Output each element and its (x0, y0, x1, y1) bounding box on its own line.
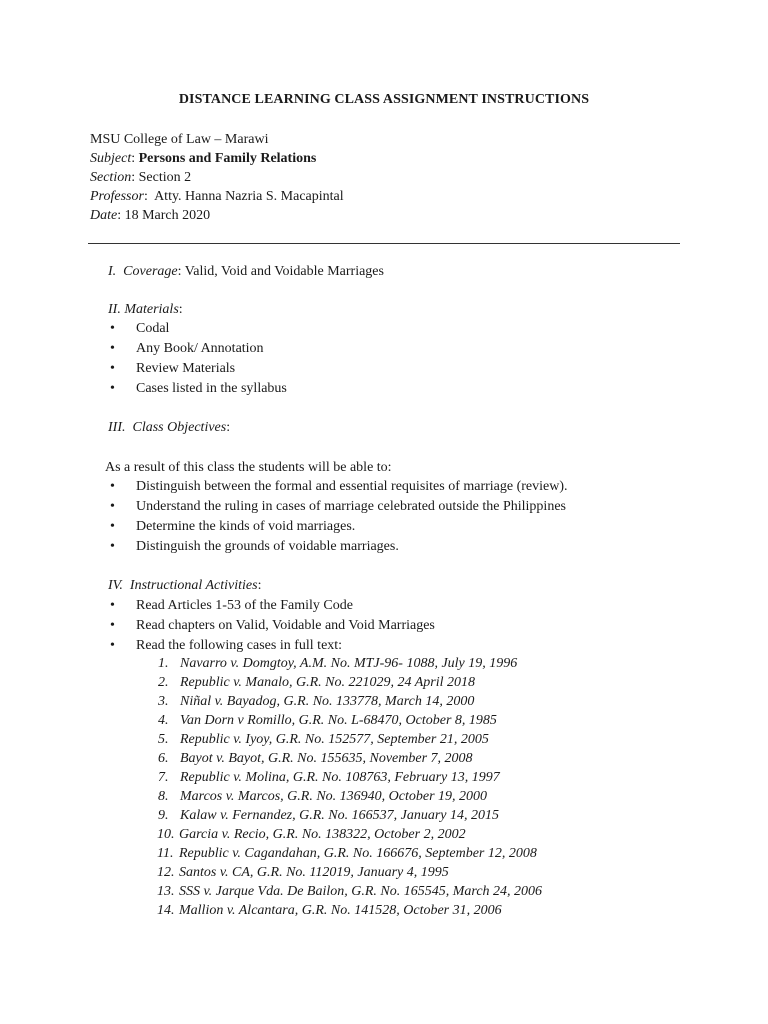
case-citation: Niñal v. Bayadog, G.R. No. 133778, March 14, 2000 (180, 694, 475, 709)
list-item (110, 361, 235, 377)
date-label: Date (90, 208, 118, 223)
case-number: 13. (157, 884, 175, 899)
case-number: 12. (157, 865, 175, 880)
case-number: 6. (158, 751, 169, 766)
bullet-icon (110, 539, 136, 555)
case-item (157, 865, 449, 881)
document-title: DISTANCE LEARNING CLASS ASSIGNMENT INSTRUCTIONS (178, 92, 590, 107)
bullet-icon (110, 598, 136, 614)
list-item-text: Determine the kinds of void marriages. (136, 519, 356, 534)
case-item (158, 808, 499, 824)
subject-line: Subject: Persons and Family Relations (90, 151, 317, 166)
case-item (158, 732, 489, 748)
case-item (158, 694, 474, 710)
case-item (158, 675, 475, 691)
bullet-icon (110, 519, 136, 535)
list-item-text: Cases listed in the syllabus (136, 381, 287, 396)
case-citation: Garcia v. Recio, G.R. No. 138322, October 2, 2002 (179, 827, 466, 842)
list-item-text: Any Book/ Annotation (136, 341, 264, 356)
activities-label: Instructional Activities (129, 578, 258, 593)
case-number: 1. (158, 656, 169, 671)
case-citation: Republic v. Cagandahan, G.R. No. 166676, September 12, 2008 (179, 846, 537, 861)
professor-value: Atty. Hanna Nazria S. Macapintal (154, 189, 344, 204)
case-item (158, 751, 473, 767)
case-citation: Santos v. CA, G.R. No. 112019, January 4, 1995 (179, 865, 449, 880)
bullet-icon (110, 341, 136, 357)
case-number: 8. (158, 789, 169, 804)
list-item (110, 499, 566, 515)
activities-heading: IV. Instructional Activities: (108, 578, 262, 593)
case-citation: Navarro v. Domgtoy, A.M. No. MTJ-96- 1088, July 19, 1996 (180, 656, 518, 671)
case-citation: Republic v. Molina, G.R. No. 108763, February 13, 1997 (180, 770, 500, 785)
list-item-text: Read chapters on Valid, Voidable and Void Marriages (136, 618, 435, 633)
bullet-icon (110, 618, 136, 634)
case-item (157, 827, 466, 843)
coverage-section: I. Coverage: Valid, Void and Voidable Marriages (108, 264, 384, 279)
subject-value: Persons and Family Relations (138, 151, 317, 166)
case-citation: Republic v. Iyoy, G.R. No. 152577, September 21, 2005 (180, 732, 489, 747)
case-number: 3. (158, 694, 169, 709)
case-number: 2. (158, 675, 169, 690)
bullet-icon (110, 321, 136, 337)
list-item (110, 638, 342, 654)
list-item-text: Codal (136, 321, 170, 336)
objectives-label: Class Objectives (132, 420, 227, 435)
case-citation: Kalaw v. Fernandez, G.R. No. 166537, January 14, 2015 (180, 808, 499, 823)
list-item (110, 618, 435, 634)
section-line: Section: Section 2 (90, 170, 192, 185)
section-value: Section 2 (138, 170, 192, 185)
list-item (110, 539, 399, 555)
section-label: Section (90, 170, 132, 185)
case-citation: Bayot v. Bayot, G.R. No. 155635, November 7, 2008 (180, 751, 473, 766)
case-item (157, 884, 542, 900)
case-number: 4. (158, 713, 169, 728)
list-item-text: Read Articles 1-53 of the Family Code (136, 598, 353, 613)
objectives-heading: III. Class Objectives: (108, 420, 231, 435)
list-item-text: Review Materials (136, 361, 236, 376)
activities-numeral: IV. (108, 578, 123, 593)
bullet-icon (110, 479, 136, 495)
list-item-text: Understand the ruling in cases of marriage celebrated outside the Philippines (136, 499, 566, 514)
professor-line: Professor: Atty. Hanna Nazria S. Macapintal (90, 189, 344, 204)
objectives-intro: As a result of this class the students will be able to: (105, 460, 392, 475)
list-item (110, 341, 264, 357)
date-line: Date: 18 March 2020 (90, 208, 211, 223)
objectives-numeral: III. (108, 420, 126, 435)
coverage-label: Coverage (123, 264, 178, 279)
case-number: 5. (158, 732, 169, 747)
case-citation: Republic v. Manalo, G.R. No. 221029, 24 April 2018 (180, 675, 476, 690)
case-number: 11. (157, 846, 174, 861)
case-number: 7. (158, 770, 169, 785)
case-citation: Van Dorn v Romillo, G.R. No. L-68470, October 8, 1985 (180, 713, 497, 728)
subject-label: Subject (90, 151, 132, 166)
case-item (158, 789, 487, 805)
list-item (110, 381, 287, 397)
materials-heading: II. Materials: (108, 302, 183, 317)
case-citation: SSS v. Jarque Vda. De Bailon, G.R. No. 165545, March 24, 2006 (179, 884, 543, 899)
bullet-icon (110, 361, 136, 377)
case-citation: Marcos v. Marcos, G.R. No. 136940, October 19, 2000 (180, 789, 488, 804)
coverage-value: Valid, Void and Voidable Marriages (184, 264, 384, 279)
case-item (158, 656, 517, 672)
case-citation: Mallion v. Alcantara, G.R. No. 141528, October 31, 2006 (179, 903, 502, 918)
bullet-icon (110, 638, 136, 654)
list-item (110, 479, 568, 495)
case-item (157, 903, 502, 919)
date-value: 18 March 2020 (124, 208, 211, 223)
case-item (157, 846, 537, 862)
list-item-text: Distinguish the grounds of voidable marriages. (136, 539, 399, 554)
bullet-icon (110, 381, 136, 397)
coverage-numeral: I. (108, 264, 117, 279)
materials-heading-text: II. Materials (108, 302, 179, 317)
list-item (110, 598, 353, 614)
list-item-text: Read the following cases in full text: (136, 638, 343, 653)
school-name: MSU College of Law – Marawi (90, 132, 269, 147)
case-item (158, 770, 500, 786)
horizontal-divider (88, 243, 680, 244)
professor-label: Professor (90, 189, 144, 204)
bullet-icon (110, 499, 136, 515)
case-number: 14. (157, 903, 175, 918)
case-number: 10. (157, 827, 175, 842)
document-header (90, 130, 344, 225)
list-item (110, 519, 355, 535)
case-number: 9. (158, 808, 169, 823)
case-item (158, 713, 497, 729)
list-item-text: Distinguish between the formal and essential requisites of marriage (review). (136, 479, 568, 494)
list-item (110, 321, 169, 337)
